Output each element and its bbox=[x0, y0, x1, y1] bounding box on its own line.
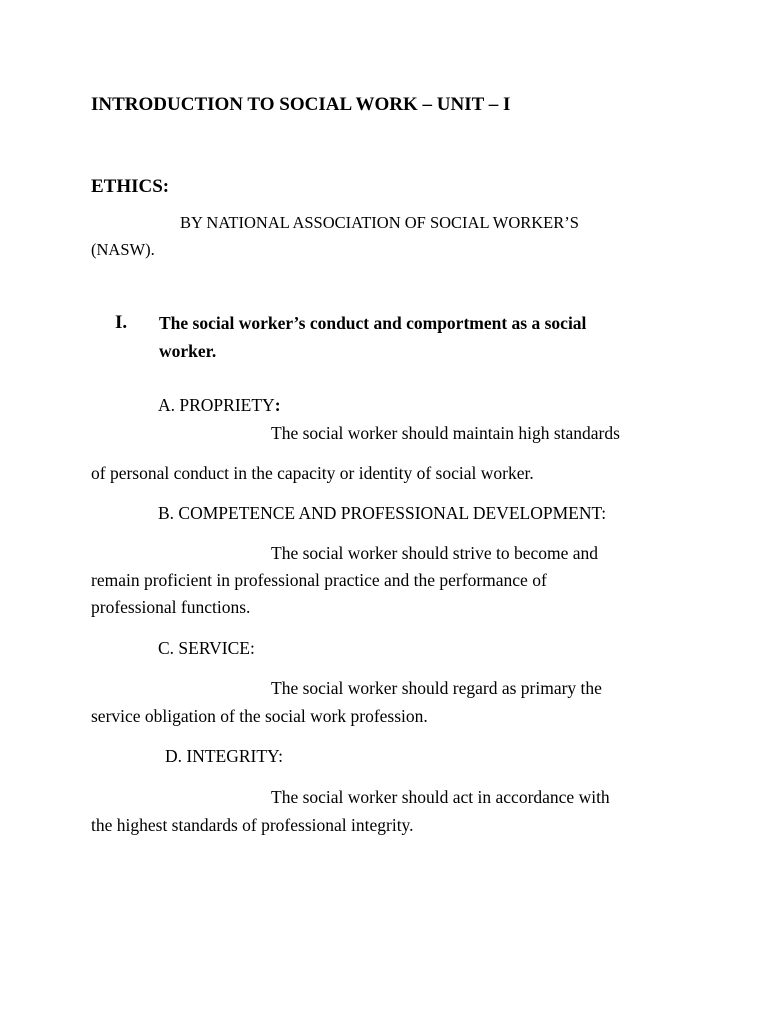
propriety-text-line-1: The social worker should maintain high standards bbox=[271, 423, 620, 443]
section-heading-line-1: The social worker’s conduct and comportment as a social bbox=[159, 313, 587, 333]
subsection-service-heading: C. SERVICE: bbox=[158, 638, 255, 658]
subsection-propriety-heading bbox=[158, 397, 281, 415]
byline-line-1: BY NATIONAL ASSOCIATION OF SOCIAL WORKER’S bbox=[180, 213, 579, 232]
integrity-text-line-2: the highest standards of professional integrity. bbox=[91, 815, 414, 835]
competence-text-line-3: professional functions. bbox=[91, 597, 251, 617]
document-title: INTRODUCTION TO SOCIAL WORK – UNIT – I bbox=[91, 94, 511, 115]
integrity-text-line-1: The social worker should act in accordance with bbox=[271, 787, 610, 807]
section-heading-line-2: worker. bbox=[159, 341, 217, 361]
subsection-competence-heading: B. COMPETENCE AND PROFESSIONAL DEVELOPMENT: bbox=[158, 503, 607, 523]
subsection-propriety-label: A. PROPRIETY bbox=[158, 395, 275, 415]
competence-text-line-2: remain proficient in professional practice and the performance of bbox=[91, 570, 547, 590]
ethics-heading: ETHICS: bbox=[91, 176, 170, 197]
section-number: I. bbox=[115, 312, 128, 333]
service-text-line-1: The social worker should regard as primary the bbox=[271, 678, 602, 698]
competence-text-line-1: The social worker should strive to become and bbox=[271, 543, 599, 563]
propriety-text-line-2: of personal conduct in the capacity or identity of social worker. bbox=[91, 463, 534, 483]
byline-line-2: (NASW). bbox=[91, 240, 155, 259]
subsection-propriety-colon: : bbox=[274, 395, 281, 415]
subsection-integrity-heading: D. INTEGRITY: bbox=[165, 746, 283, 766]
service-text-line-2: service obligation of the social work profession. bbox=[91, 706, 428, 726]
